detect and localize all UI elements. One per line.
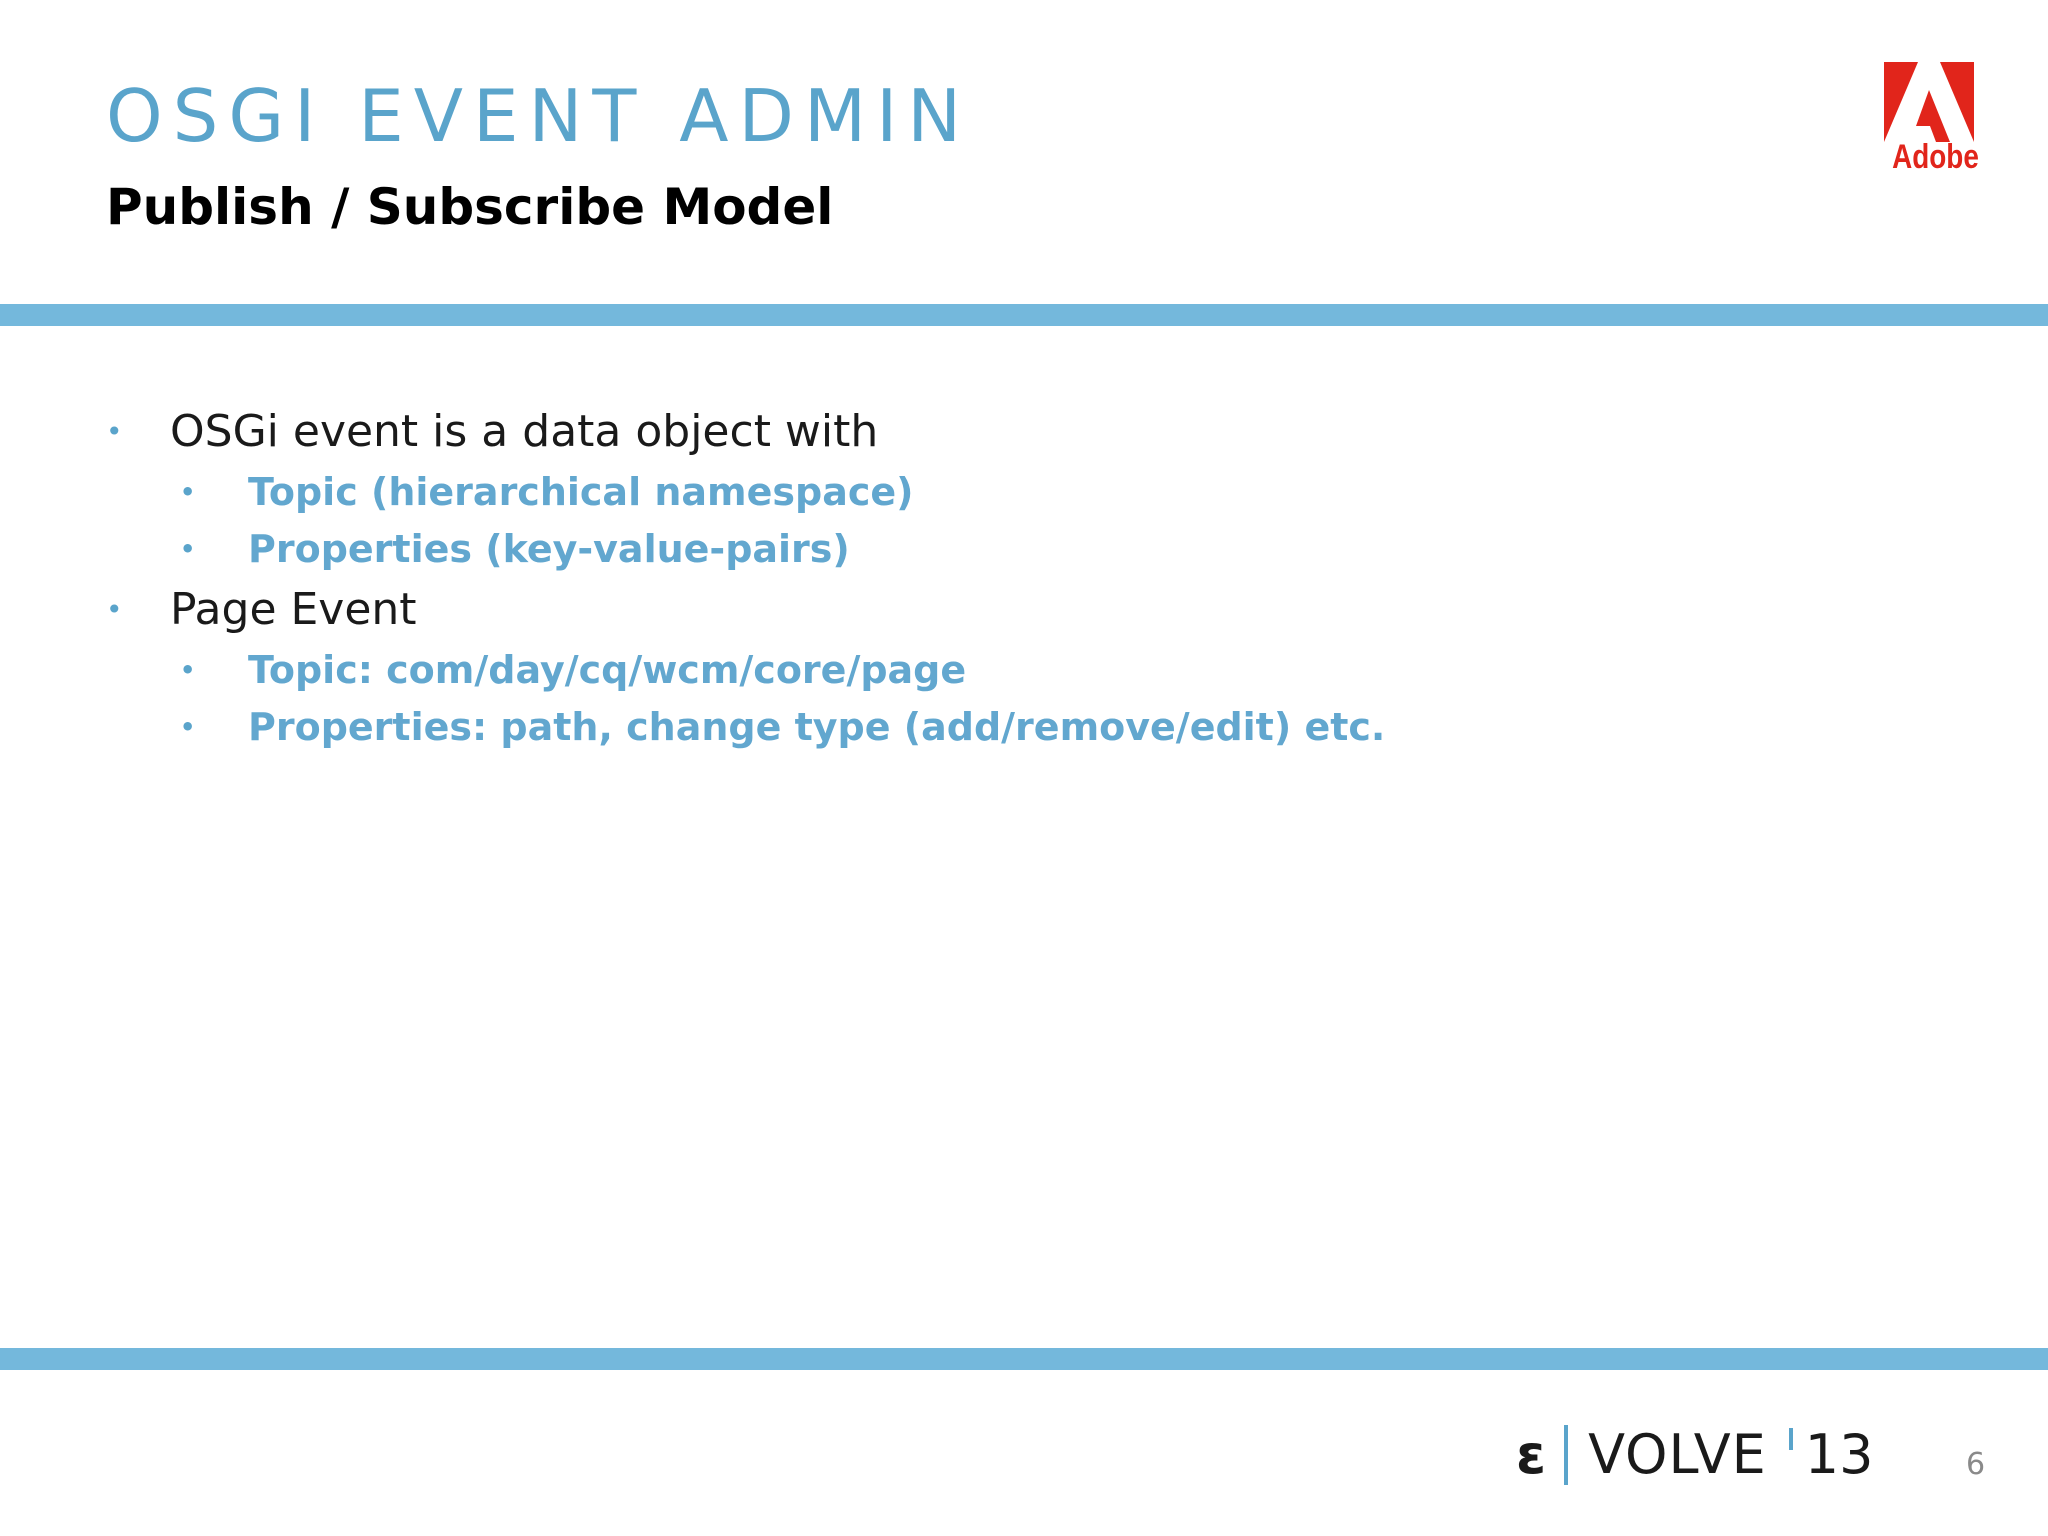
sub-bullet-dot-icon: • [180,535,196,563]
sub-bullet-dot-icon: • [180,656,196,684]
sub-bullet-text: Topic (hierarchical namespace) [248,470,914,514]
evolve-epsilon-icon: ɛ [1516,1423,1547,1486]
bullet-dot-icon: • [106,593,123,626]
sub-bullet-text: Topic: com/day/cq/wcm/core/page [248,648,967,692]
sub-bullet-item-1-1 [106,464,1906,521]
sub-bullet-dot-icon: • [180,713,196,741]
evolve-divider-bar [1564,1425,1568,1485]
bullet-list [106,400,1906,756]
evolve-word: VOLVE [1588,1423,1767,1486]
bullet-item-1 [106,400,1906,464]
sub-bullet-item-2-1 [106,642,1906,699]
slide-title: OSGI EVENT ADMIN [106,74,972,158]
sub-bullet-item-2-2 [106,699,1906,756]
sub-bullet-dot-icon: • [180,478,196,506]
bullet-text: Page Event [170,584,417,635]
sub-bullet-item-1-2 [106,521,1906,578]
evolve-year: 13 [1804,1423,1874,1486]
page-number: 6 [1966,1447,1986,1482]
sub-bullet-text: Properties: path, change type (add/remove/edit) etc. [248,705,1386,749]
sub-bullet-text: Properties (key-value-pairs) [248,527,850,571]
evolve-apostrophe-mark [1789,1428,1793,1450]
bullet-item-2 [106,578,1906,642]
header-divider [0,304,2048,326]
footer-divider [0,1348,2048,1370]
adobe-logo-text: Adobe [1892,138,1979,176]
adobe-logo-mark [1884,62,1974,142]
slide-subtitle: Publish / Subscribe Model [106,178,834,236]
bullet-dot-icon: • [106,415,123,448]
bullet-text: OSGi event is a data object with [170,406,879,457]
evolve-13-logo [1516,1420,1874,1490]
